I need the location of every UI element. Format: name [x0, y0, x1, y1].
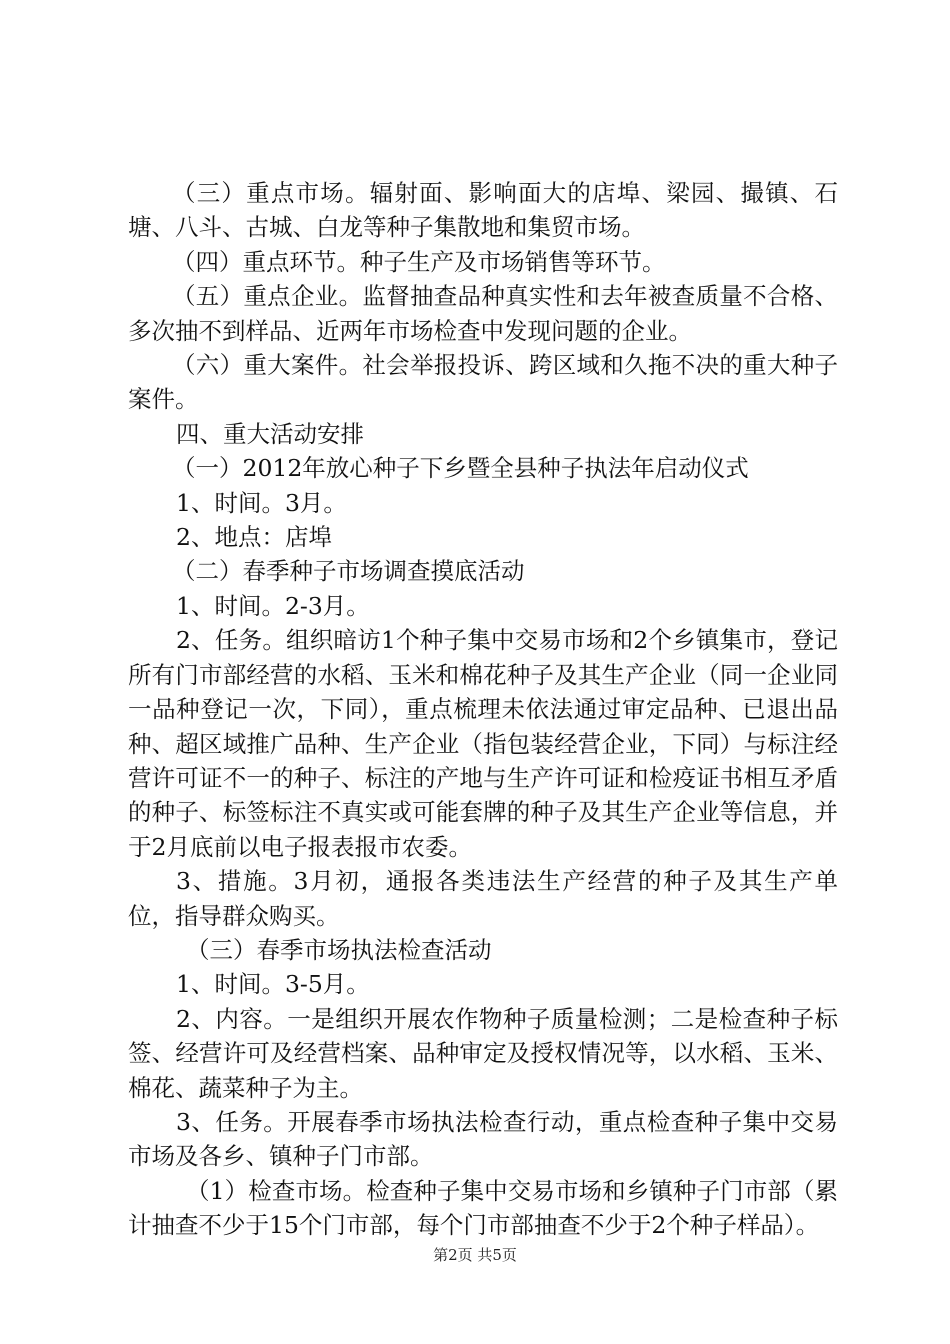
paragraph-inspection-time: 1、时间。3-5月。 — [176, 970, 370, 999]
paragraph-survey-measures: 3、措施。3月初，通报各类违法生产经营的种子及其生产单位，指导群众购买。 — [128, 867, 838, 930]
paragraph-key-links: （四）重点环节。种子生产及市场销售等环节。 — [172, 247, 666, 276]
document-body — [128, 176, 838, 1243]
section-heading-activities: 四、重大活动安排 — [176, 419, 364, 448]
paragraph-major-cases: （六）重大案件。社会举报投诉、跨区域和久拖不决的重大种子案件。 — [128, 351, 838, 414]
paragraph-spring-survey: （二）春季种子市场调查摸底活动 — [172, 557, 525, 586]
paragraph-launch-ceremony: （一）2012年放心种子下乡暨全县种子执法年启动仪式 — [172, 454, 749, 483]
paragraph-inspect-markets: （1）检查市场。检查种子集中交易市场和乡镇种子门市部（累计抽查不少于15个门市部，每个门市部抽查不少于2个种子样品）。 — [128, 1176, 838, 1240]
paragraph-spring-inspection: （三）春季市场执法检查活动 — [186, 935, 492, 964]
paragraph-inspection-task: 3、任务。开展春季市场执法检查行动，重点检查种子集中交易市场及各乡、镇种子门市部。 — [128, 1107, 838, 1171]
paragraph-survey-time: 1、时间。2-3月。 — [176, 591, 370, 620]
paragraph-launch-time: 1、时间。3月。 — [176, 488, 347, 517]
paragraph-launch-place: 2、地点：店埠 — [176, 523, 332, 552]
page-footer: 第2页 共5页 — [433, 1246, 517, 1264]
paragraph-inspection-content: 2、内容。一是组织开展农作物种子质量检测；二是检查种子标签、经营许可及经营档案、品种审定及授权情况等，以水稻、玉米、棉花、蔬菜种子为主。 — [128, 1004, 838, 1102]
paragraph-survey-task: 2、任务。组织暗访1个种子集中交易市场和2个乡镇集市，登记所有门市部经营的水稻、玉米和棉花种子及其生产企业（同一企业同一品种登记一次，下同），重点梳理未依法通过审定品种、已退出品种、超区域推广品种、生产企业（指包装经营企业，下同）与标注经营许可证不一的种子、标注的产地与生产许可证和检疫证书相互矛盾的种子、标签标注不真实或可能套牌的种子及其生产企业等信息，并于2月底前以电子报表报市农委。 — [128, 626, 838, 861]
paragraph-key-markets: （三）重点市场。辐射面、影响面大的店埠、梁园、撮镇、石塘、八斗、古城、白龙等种子集散地和集贸市场。 — [128, 179, 838, 242]
paragraph-key-enterprises: （五）重点企业。监督抽查品种真实性和去年被查质量不合格、多次抽不到样品、近两年市场检查中发现问题的企业。 — [128, 282, 838, 345]
